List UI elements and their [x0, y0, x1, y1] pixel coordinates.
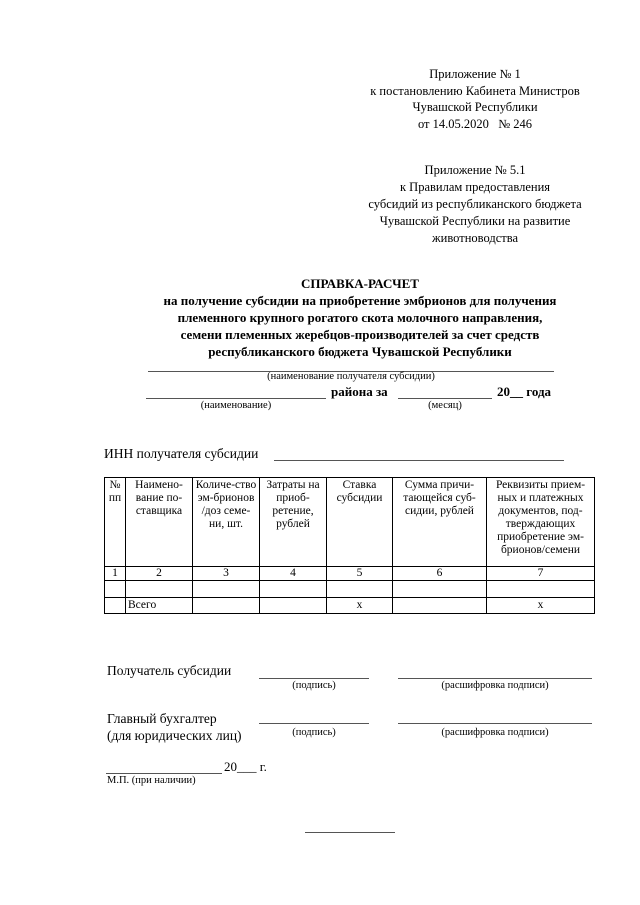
table-row — [105, 581, 595, 598]
column-number-row — [105, 567, 595, 581]
x-mark: х — [487, 598, 595, 614]
column-number: 2 — [126, 567, 193, 581]
title-line: на получение субсидии на приобретение эмбрионов для получения — [163, 293, 557, 308]
annex2-line: Приложение № 5.1 — [424, 163, 526, 177]
calculation-table — [104, 477, 595, 614]
recipient-signature-label: Получатель субсидии — [107, 663, 232, 678]
recipient-caption: (наименование получателя субсидии) — [267, 371, 435, 382]
annex1-line: Чувашской Республики — [412, 100, 538, 114]
table-cell[interactable] — [393, 598, 487, 614]
accountant-signature-line[interactable] — [259, 723, 369, 724]
column-number: 7 — [487, 567, 595, 581]
annex2-line: к Правилам предоставления — [399, 180, 551, 194]
annex1-line: от 14.05.2020 № 246 — [417, 116, 533, 131]
header-cell-num: № пп — [105, 478, 126, 567]
date-line[interactable] — [106, 773, 222, 774]
title-line: семени племенных жеребцов-производителей за счет средств — [180, 327, 540, 342]
table-header-row — [105, 478, 595, 567]
annex2-line: субсидий из республиканского бюджета — [368, 197, 582, 211]
table-cell[interactable] — [105, 581, 126, 598]
date-suffix: 20___ г. — [224, 759, 267, 774]
table-cell[interactable] — [193, 598, 260, 614]
total-row — [105, 598, 595, 614]
decode-caption: (расшифровка подписи) — [441, 727, 549, 738]
header-cell-costs: Затраты на приоб-ретение, рублей — [260, 478, 327, 567]
column-number: 6 — [393, 567, 487, 581]
header-cell-amount: Сумма причи-тающейся суб-сидии, рублей — [393, 478, 487, 567]
header-cell-documents: Реквизиты прием-ных и платежных документов, под-тверждающих приобретение эм-брионов/семени — [487, 478, 595, 567]
column-number: 4 — [260, 567, 327, 581]
annex2-line: животноводства — [432, 231, 518, 245]
recipient-signature-line[interactable] — [259, 678, 369, 679]
recipient-decode-line[interactable] — [398, 678, 592, 679]
title-line: республиканского бюджета Чувашской Республики — [208, 344, 512, 359]
signature-caption: (подпись) — [292, 727, 336, 738]
annex2-line: Чувашской Республики на развитие — [379, 214, 571, 228]
annex2-block — [340, 162, 610, 247]
table-cell[interactable] — [487, 581, 595, 598]
district-name-line[interactable] — [146, 398, 326, 399]
table-cell[interactable] — [260, 598, 327, 614]
annex1-line: Приложение № 1 — [429, 67, 521, 81]
header-cell-quantity: Количе-ство эм-брионов /доз семе-ни, шт. — [193, 478, 260, 567]
document-title — [100, 275, 620, 360]
table-cell[interactable] — [393, 581, 487, 598]
signature-caption: (подпись) — [292, 680, 336, 691]
accountant-label-line2: (для юридических лиц) — [107, 728, 242, 743]
column-number: 1 — [105, 567, 126, 581]
decode-caption: (расшифровка подписи) — [441, 680, 549, 691]
table-cell[interactable] — [260, 581, 327, 598]
column-number: 3 — [193, 567, 260, 581]
annex1-line: к постановлению Кабинета Министров — [370, 83, 580, 98]
inn-label: ИНН получателя субсидии — [104, 446, 259, 461]
table-cell[interactable] — [327, 581, 393, 598]
accountant-decode-line[interactable] — [398, 723, 592, 724]
stamp-note: М.П. (при наличии) — [107, 775, 196, 786]
x-mark: х — [327, 598, 393, 614]
column-number: 5 — [327, 567, 393, 581]
title-heading: СПРАВКА-РАСЧЕТ — [301, 276, 419, 291]
bottom-divider — [305, 832, 395, 833]
table-cell[interactable] — [193, 581, 260, 598]
header-cell-supplier: Наимено-вание по-ставщика — [126, 478, 193, 567]
annex1-block — [340, 66, 610, 132]
district-label: района за — [331, 384, 388, 399]
header-cell-rate: Ставка субсидии — [327, 478, 393, 567]
inn-field[interactable] — [274, 460, 564, 461]
table-cell — [105, 598, 126, 614]
name-caption: (наименование) — [200, 400, 272, 411]
year-label: 20__ года — [497, 384, 552, 399]
month-line[interactable] — [398, 398, 492, 399]
table-cell[interactable] — [126, 581, 193, 598]
title-line: племенного крупного рогатого скота молочного направления, — [177, 310, 543, 325]
month-caption: (месяц) — [428, 400, 462, 411]
accountant-label-line1: Главный бухгалтер — [107, 711, 217, 726]
accountant-label — [107, 710, 242, 744]
total-label: Всего — [126, 598, 193, 614]
